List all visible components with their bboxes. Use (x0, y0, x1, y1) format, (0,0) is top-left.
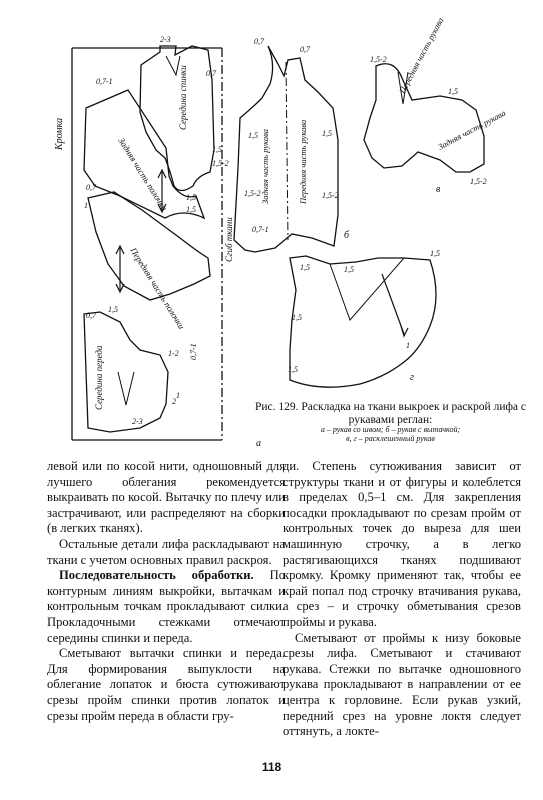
mark: 1,5 (322, 129, 332, 138)
mark: 1,5-2 (212, 159, 229, 168)
back-middle-label: Середина спинки (178, 65, 188, 130)
page-number: 118 (261, 760, 282, 774)
text-column-left (47, 459, 285, 724)
mark: 1-2 (168, 349, 179, 358)
paragraph-body: По контурным линиям выкройки, вытачкам и контрольным точкам прокладывают силки. Прокладочными стежками отмечают середины спинки и переда. (47, 568, 285, 645)
mark: 0,7 (86, 183, 96, 192)
mark: 1,5-2 (322, 191, 339, 200)
mark: 0,7 (86, 311, 96, 320)
mark: 1,5 (430, 249, 440, 258)
back-part-label: Задняя часть полочки (116, 135, 170, 213)
mark: 1,5-2 (370, 55, 387, 64)
mark: 1 (406, 341, 410, 350)
mark: 1,5 (186, 205, 196, 214)
mark: 0,7-1 (189, 343, 198, 360)
letter-v: в (436, 184, 441, 195)
paragraph: Сметывают вытачки спинки и переда. Для формирования выпуклости на облегание лопаток и бюста сутюживают срезы пройм спинки против лопаток и срезы пройм переда в области гру- (47, 646, 285, 723)
front-middle-label: Середина переда (94, 345, 104, 410)
caption-main: Рис. 129. Раскладка на ткани выкроек и раскрой лифа с рукавами реглан: (254, 401, 527, 426)
caption-sub-1: а – рукав со швом; б – рукав с вытачкой; (320, 425, 461, 435)
mark: 1,5 (108, 305, 118, 314)
mark: 1,5 (300, 263, 310, 272)
letter-g: г (410, 372, 414, 383)
paragraph: Сметывают от проймы к низу боковые срезы лифа. Сметывают и стачивают рукава. Стежки по вытачке одношовного рукава прокладывают в направлении от ее центра к горловине. Если рукав узкий, передний срез на уровне локтя следует оттянуть, а локте- (283, 630, 521, 739)
paragraph: левой или по косой нити, одношовный для лучшего облегания рекомендуется выкраивать по косой. Вытачку по плечу или застрачивают, или распределяют на сборки (в легких тканях). (47, 459, 285, 536)
mark: 1,5 (212, 145, 222, 154)
mark: 1,5 (448, 87, 458, 96)
sleeve-back-label: Задняя часть рукава (260, 128, 270, 204)
paragraph (47, 568, 285, 646)
mark: 1,5 (344, 265, 354, 274)
mark: 2 (172, 397, 176, 406)
mark: 1 (84, 201, 88, 210)
letter-a: а (256, 438, 261, 449)
section-heading: Последовательность обработки. (59, 568, 254, 583)
mark: 1,5 (248, 131, 258, 140)
caption-sub-2: в, г – расклешенный рукав (346, 434, 435, 444)
mark: 1 (176, 391, 180, 400)
v-back-label: Задняя часть рукава (436, 107, 508, 152)
sleeve-front-label: Передняя часть рукава (298, 119, 308, 204)
fabric-edge-label: Кромка (54, 117, 65, 150)
sleeve-pattern-g (290, 256, 436, 387)
mark: 1,5 (186, 193, 196, 202)
front-part-label: Передняя часть полочки (128, 245, 187, 331)
mark: 0,7-1 (252, 225, 269, 234)
mark: 2-3 (160, 35, 171, 44)
mark: 1,5-2 (244, 189, 261, 198)
mark: 1,5 (292, 313, 302, 322)
paragraph: ди. Степень сутюживания зависит от структуры ткани и от фигуры и колеблется в пределах 0,5–1 см. Для закрепления посадки прокладывают по срезам пройм от контрольных точек до выреза для шеи машинную строчку, а в легко растягивающихся тканях подшивают кромку. Кромку применяют так, чтобы ее край попал под строчку втачивания рукава, а срез – и строчку обметывания срезов проймы и рукава. (283, 459, 521, 629)
v-front-label: Передняя часть рукава (396, 15, 446, 95)
mark: 2-3 (132, 417, 143, 426)
sleeve-pattern-v (364, 64, 484, 172)
mark: 0,7 (254, 37, 264, 46)
figure-caption (253, 401, 528, 444)
sleeve-pattern-b (234, 46, 338, 252)
fold-label: Сгиб ткани (224, 217, 234, 262)
mark: 1,5 (288, 365, 298, 374)
mark: 0,7 (206, 69, 216, 78)
mark: 1,5-2 (470, 177, 487, 186)
paragraph: Остальные детали лифа раскладывают на ткани с учетом основных правил раскроя. (47, 536, 285, 567)
text-column-right (283, 459, 521, 740)
mark: 0,7-1 (96, 77, 113, 86)
mark: 0,7 (300, 45, 310, 54)
letter-b: б (344, 230, 350, 241)
